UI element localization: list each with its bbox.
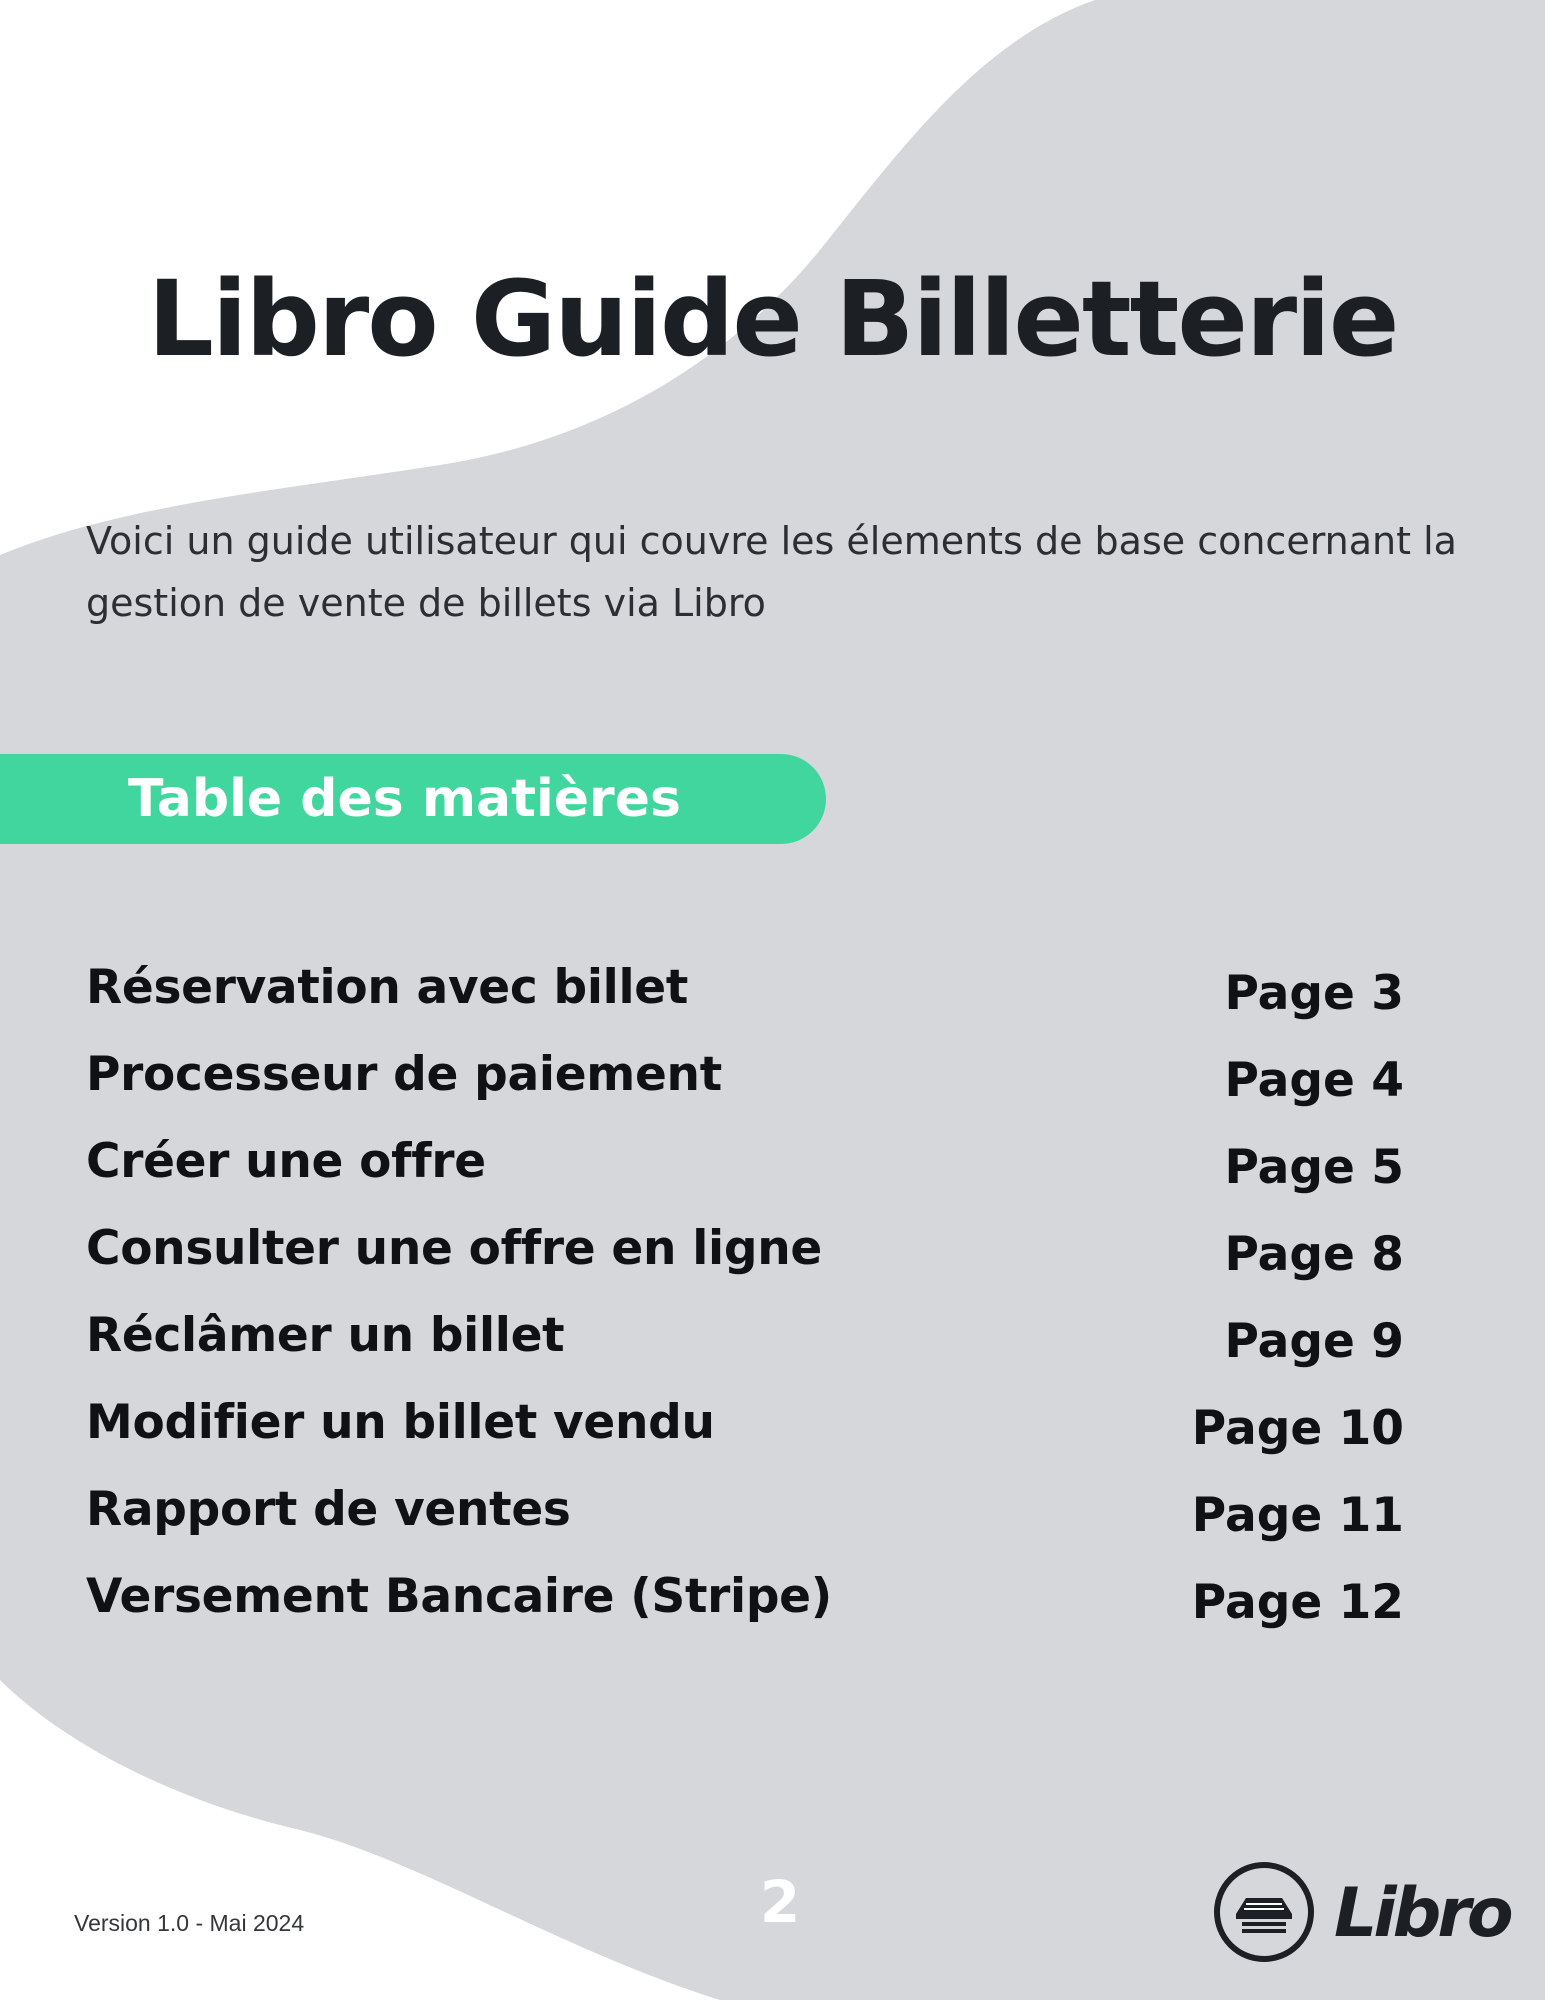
toc-item-label: Rapport de ventes xyxy=(86,1482,571,1537)
toc-item-page: Page 11 xyxy=(1191,1488,1404,1543)
toc-item[interactable] xyxy=(86,1569,1404,1656)
toc-item[interactable] xyxy=(86,1221,1404,1308)
toc-item[interactable] xyxy=(86,1047,1404,1134)
version-label: Version 1.0 - Mai 2024 xyxy=(74,1910,305,1936)
toc-item-page: Page 4 xyxy=(1224,1053,1404,1108)
toc-item-page: Page 5 xyxy=(1224,1140,1404,1195)
toc-item-label: Processeur de paiement xyxy=(86,1047,722,1102)
restaurant-canopy-icon xyxy=(1212,1860,1316,1964)
page-number: 2 xyxy=(759,1868,801,1936)
intro-paragraph: Voici un guide utilisateur qui couvre les élements de base concernant la gestion de vente de billets via Libro xyxy=(86,519,1457,625)
libro-logo xyxy=(1212,1860,1510,1964)
toc-item[interactable] xyxy=(86,1308,1404,1395)
toc-item-page: Page 9 xyxy=(1224,1314,1404,1369)
toc-item[interactable] xyxy=(86,960,1404,1047)
logo-wordmark: Libro xyxy=(1334,1874,1510,1953)
toc-heading: Table des matières xyxy=(128,769,681,829)
toc-item-page: Page 10 xyxy=(1191,1401,1404,1456)
toc-item[interactable] xyxy=(86,1134,1404,1221)
toc-item-label: Modifier un billet vendu xyxy=(86,1395,715,1450)
toc-item-label: Réclâmer un billet xyxy=(86,1308,565,1363)
toc-item-label: Versement Bancaire (Stripe) xyxy=(86,1569,832,1624)
toc-item-label: Réservation avec billet xyxy=(86,960,689,1015)
toc-item[interactable] xyxy=(86,1395,1404,1482)
toc-item-label: Consulter une offre en ligne xyxy=(86,1221,822,1276)
document-title: Libro Guide Billetterie xyxy=(147,258,1398,380)
toc-item-page: Page 3 xyxy=(1224,966,1404,1021)
toc-item-page: Page 8 xyxy=(1224,1227,1404,1282)
toc-item-label: Créer une offre xyxy=(86,1134,486,1189)
toc-item-page: Page 12 xyxy=(1191,1575,1404,1630)
toc-banner xyxy=(0,754,826,844)
toc-item[interactable] xyxy=(86,1482,1404,1569)
toc-list xyxy=(86,960,1404,1656)
